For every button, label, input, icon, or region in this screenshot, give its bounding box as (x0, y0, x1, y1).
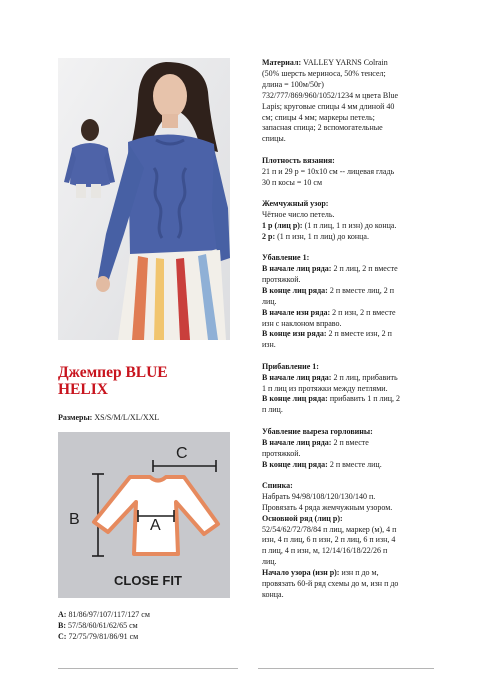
pattern-title (58, 364, 238, 398)
section-heading: Плотность вязания: (262, 155, 335, 165)
schema-fit-label: CLOSE FIT (114, 573, 182, 588)
section-heading: Прибавление 1: (262, 361, 319, 371)
material-line: Материал: VALLEY YARNS Colrain (262, 58, 388, 67)
sizes-value: XS/S/M/L/XL/XXL (94, 413, 160, 422)
schema-label-a: A (150, 517, 161, 534)
measurement-row: C: 72/75/79/81/86/91 см (58, 632, 139, 641)
section-heading: Жемчужный узор: (262, 198, 329, 208)
footer-rule-right (258, 668, 434, 669)
measurement-row: A: 81/86/97/107/117/127 см (58, 610, 150, 619)
measurement-row: B: 57/58/60/61/62/65 см (58, 621, 138, 630)
title-line: Джемпер BLUE (58, 364, 168, 381)
sizes-line (58, 413, 159, 422)
model-photo (58, 58, 230, 340)
instructions-column: Материал: VALLEY YARNS Colrain (50% шерсть мериноса, 50% тенсел; длина = 100м/50г) 732/777/869/960/1052/1234 м цвета Blue Lapis; круговые спицы 4 мм длиной 40 см; спицы 4 мм; маркеры петель; запасная спица; 2 вспомогательные спицы. Плотность вязания: 21 п и 29 р = 10х10 см -- лицевая гладь 30 п косы = 10 см Жемчужный узор: Чётное число петель. 1 р (лиц р): (1 п лиц, 1 п изн) до конца. 2 р: (1 п изн, 1 п лиц) до конца. Убавление 1: В начале лиц ряда: 2 п лиц, 2 п вместе протяжкой. В конце лиц ряда: 2 п вместе лиц, 2 п лиц. В начале изн ряда: 2 п изн, 2 п вместе изн с наклоном вправо. В конце изн ряда: 2 п вместе изн, 2 п изн. Прибавление 1: В начале лиц ряда: 2 п лиц, прибавить 1 п лиц из протяжки между петлями. В конце лиц ряда: прибавить 1 п лиц, 2 п лиц. Убавление выреза горловины: В начале лиц ряда: 2 п вместе протяжкой. В конце лиц ряда: 2 п вместе лиц. Спинка: Набрать 94/98/108/120/130/140 п. Провязать 4 ряда жемчужным узором. Основной ряд (лиц р): 52/54/62/72/78/84 п лиц, маркер (м), 4 п изн, 4 п лиц, 6 п изн, 2 п лиц, 6 п изн, 4 п лиц, 4 п изн, м, 12/14/16/18/22/26 п лиц. Начало узора (изн р): изн п до м, провязать 60-й ряд схемы до м, изн п до конца. (262, 58, 440, 601)
section-heading: Спинка: (262, 480, 293, 490)
section-heading: Убавление выреза горловины: (262, 426, 373, 436)
footer-rule-left (58, 668, 238, 669)
schema-label-c: C (176, 445, 188, 462)
size-schema (58, 432, 230, 598)
measurements-list (58, 609, 150, 642)
schema-label-b: B (69, 511, 80, 528)
title-line: HELIX (58, 381, 108, 398)
section-heading: Убавление 1: (262, 253, 310, 263)
sizes-label: Размеры: (58, 413, 93, 422)
